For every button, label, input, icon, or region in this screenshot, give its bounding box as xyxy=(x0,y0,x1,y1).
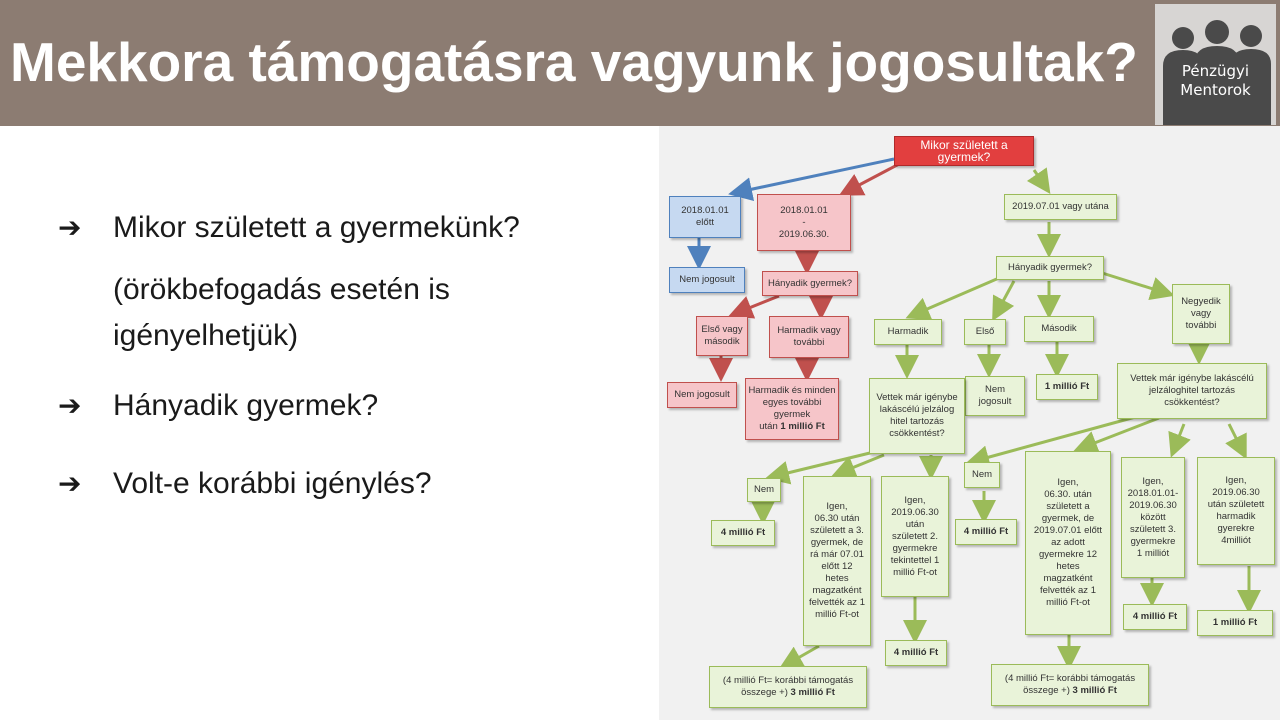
third-result-line-3-text: után xyxy=(759,421,778,432)
third-result-box xyxy=(745,378,839,440)
bullet-note-line-2: igényelhetjük) xyxy=(113,319,299,352)
yes-e-line: harmadik xyxy=(1216,511,1256,522)
question-left-box xyxy=(869,378,965,454)
question-right-line-1: Vettek már igénybe lakáscélú xyxy=(1130,373,1254,384)
yes-d-line: között xyxy=(1140,511,1166,523)
yes-d-line: Igen, xyxy=(1142,475,1164,487)
yes-d-line: 1 milliót xyxy=(1136,547,1170,559)
range-2018-line-2: - xyxy=(802,216,806,228)
fourth-child-line-1: Negyedik xyxy=(1181,296,1221,307)
yes-c-line: az adott xyxy=(1051,537,1085,548)
logo-text xyxy=(1155,62,1276,100)
third-result-amount: 1 millió Ft xyxy=(780,421,825,432)
formula-right-line-1: (4 millió Ft= korábbi támogatás xyxy=(1004,673,1136,684)
right-arrow-icon: ➔ xyxy=(58,467,82,500)
yes-a-line: született a 3. xyxy=(810,525,864,536)
yes-a-box xyxy=(803,476,871,646)
formula-right-box xyxy=(991,664,1149,706)
yes-d-line: 2019.06.30 xyxy=(1129,499,1177,511)
yes-d-line: 2018.01.01- xyxy=(1127,487,1179,499)
third-or-more-line-2: további xyxy=(793,337,825,348)
question-right-line-3: csökkentést? xyxy=(1164,397,1220,408)
logo-line-1: Pénzügyi xyxy=(1181,62,1250,80)
yes-c-line: született a xyxy=(1046,501,1090,512)
first-child-box: Első xyxy=(964,319,1006,345)
yes-a-line: előtt 12 xyxy=(821,561,853,572)
yes-a-line: felvették az 1 xyxy=(809,597,865,608)
fourth-child-box xyxy=(1172,284,1230,344)
yes-c-line: felvették az 1 xyxy=(1040,585,1096,596)
yes-e-line: 2019.06.30 xyxy=(1212,487,1260,498)
yes-b-line: született 2. xyxy=(892,530,938,542)
not-eligible-box-2: Nem jogosult xyxy=(667,382,737,408)
yes-a-line: gyermek, de xyxy=(810,537,864,548)
second-child-box: Második xyxy=(1024,316,1094,342)
amount-4m-d-box: 4 millió Ft xyxy=(1123,604,1187,630)
not-eligible-box-1: Nem jogosult xyxy=(669,267,745,293)
yes-e-line: Igen, xyxy=(1225,475,1247,486)
third-child-box: Harmadik xyxy=(874,319,942,345)
amount-4m-left-box: 4 millió Ft xyxy=(711,520,775,546)
yes-d-box xyxy=(1121,457,1185,578)
question-left-line-4: csökkentést? xyxy=(889,428,945,439)
bullet-text: Hányadik gyermek? xyxy=(113,389,379,422)
yes-b-line: után xyxy=(905,518,925,530)
second-result-box: 1 millió Ft xyxy=(1036,374,1098,400)
first-result-line-2: jogosult xyxy=(978,396,1012,407)
slide-title: Mekkora támogatásra vagyunk jogosultak? xyxy=(10,31,1138,93)
yes-b-line: millió Ft-ot xyxy=(893,566,937,578)
bullet-text: Volt-e korábbi igénylés? xyxy=(113,467,432,500)
yes-e-line: 4milliót xyxy=(1221,535,1251,546)
right-arrow-icon: ➔ xyxy=(58,211,82,244)
third-result-line-3 xyxy=(759,421,824,433)
yes-a-line: rá már 07.01 xyxy=(810,549,864,560)
amount-1m-e-box: 1 millió Ft xyxy=(1197,610,1273,636)
first-or-second-line-2: második xyxy=(704,336,740,347)
first-or-second-box xyxy=(696,316,748,356)
yes-e-line: gyerekre xyxy=(1217,523,1255,534)
logo xyxy=(1155,4,1276,125)
yes-a-line: hetes xyxy=(825,573,849,584)
fourth-child-line-3: további xyxy=(1185,320,1217,331)
question-right-line-2: jelzáloghitel tartozás xyxy=(1148,385,1236,396)
no-right-box: Nem xyxy=(964,462,1000,488)
logo-line-2: Mentorok xyxy=(1180,81,1251,99)
yes-c-line: Igen, xyxy=(1057,477,1079,488)
amount-4m-b-box: 4 millió Ft xyxy=(885,640,947,666)
bullet-text: Mikor született a gyermekünk? xyxy=(113,211,520,244)
before-2018-line-2: előtt xyxy=(696,217,714,228)
question-left-line-3: hitel tartozás xyxy=(890,416,944,427)
formula-left-line-1: (4 millió Ft= korábbi támogatás xyxy=(722,675,854,686)
before-2018-box xyxy=(669,196,741,238)
third-or-more-box xyxy=(769,316,849,358)
which-child-green-box: Hányadik gyermek? xyxy=(996,256,1104,280)
range-2018-box xyxy=(757,194,851,251)
yes-c-line: 2019.07.01 előtt xyxy=(1033,525,1103,536)
amount-4m-right-box: 4 millió Ft xyxy=(955,519,1017,545)
yes-b-box xyxy=(881,476,949,597)
yes-b-line: 2019.06.30 xyxy=(891,506,939,518)
formula-right-amount: 3 millió Ft xyxy=(1072,685,1117,696)
third-result-line-2: egyes további gyermek xyxy=(762,397,822,420)
first-result-line-1: Nem xyxy=(984,384,1006,395)
formula-left-line-2 xyxy=(741,687,835,699)
yes-e-line: után született xyxy=(1207,499,1265,510)
fourth-child-line-2: vagy xyxy=(1190,308,1212,319)
question-left-line-2: lakáscélú jelzálog xyxy=(879,404,955,415)
yes-c-line: magzatként xyxy=(1043,573,1093,584)
title-bar xyxy=(0,0,1280,126)
after-2019-box: 2019.07.01 vagy utána xyxy=(1004,194,1117,220)
bullet-note-line-1: (örökbefogadás esetén is xyxy=(113,273,450,306)
first-result-box xyxy=(965,376,1025,416)
yes-c-box xyxy=(1025,451,1111,635)
yes-e-box xyxy=(1197,457,1275,565)
third-or-more-line-1: Harmadik vagy xyxy=(777,325,841,336)
formula-right-text: összege +) xyxy=(1023,685,1070,696)
yes-c-line: hetes xyxy=(1056,561,1080,572)
yes-d-line: született 3. xyxy=(1130,523,1176,535)
yes-c-line: millió Ft-ot xyxy=(1046,597,1090,608)
yes-a-line: 06.30 után xyxy=(814,513,860,524)
yes-c-line: gyermekre 12 xyxy=(1038,549,1098,560)
yes-c-line: 06.30. után xyxy=(1044,489,1092,500)
yes-a-line: Igen, xyxy=(826,501,848,512)
which-child-red-box: Hányadik gyermek? xyxy=(762,271,858,296)
formula-left-box xyxy=(709,666,867,708)
yes-c-line: gyermek, de xyxy=(1041,513,1095,524)
right-arrow-icon: ➔ xyxy=(58,389,82,422)
question-left-line-1: Vettek már igénybe xyxy=(876,392,958,403)
question-right-box xyxy=(1117,363,1267,419)
first-or-second-line-1: Első vagy xyxy=(701,324,743,335)
yes-b-line: tekintettel 1 xyxy=(890,554,940,566)
before-2018-line-1: 2018.01.01 xyxy=(681,205,729,216)
flowchart xyxy=(659,126,1280,720)
third-result-line-1: Harmadik és minden xyxy=(748,385,836,396)
yes-b-line: Igen, xyxy=(904,494,926,506)
yes-d-line: gyermekre xyxy=(1130,535,1176,547)
yes-a-line: millió Ft-ot xyxy=(815,609,859,620)
range-2018-line-1: 2018.01.01 xyxy=(780,204,828,216)
yes-a-line: magzatként xyxy=(812,585,862,596)
no-left-box: Nem xyxy=(747,478,781,502)
root-question-box: Mikor született a gyermek? xyxy=(894,136,1034,166)
formula-right-line-2 xyxy=(1023,685,1117,697)
formula-left-amount: 3 millió Ft xyxy=(790,687,835,698)
formula-left-text: összege +) xyxy=(741,687,788,698)
yes-b-line: gyermekre xyxy=(892,542,938,554)
range-2018-line-3: 2019.06.30. xyxy=(778,228,830,240)
